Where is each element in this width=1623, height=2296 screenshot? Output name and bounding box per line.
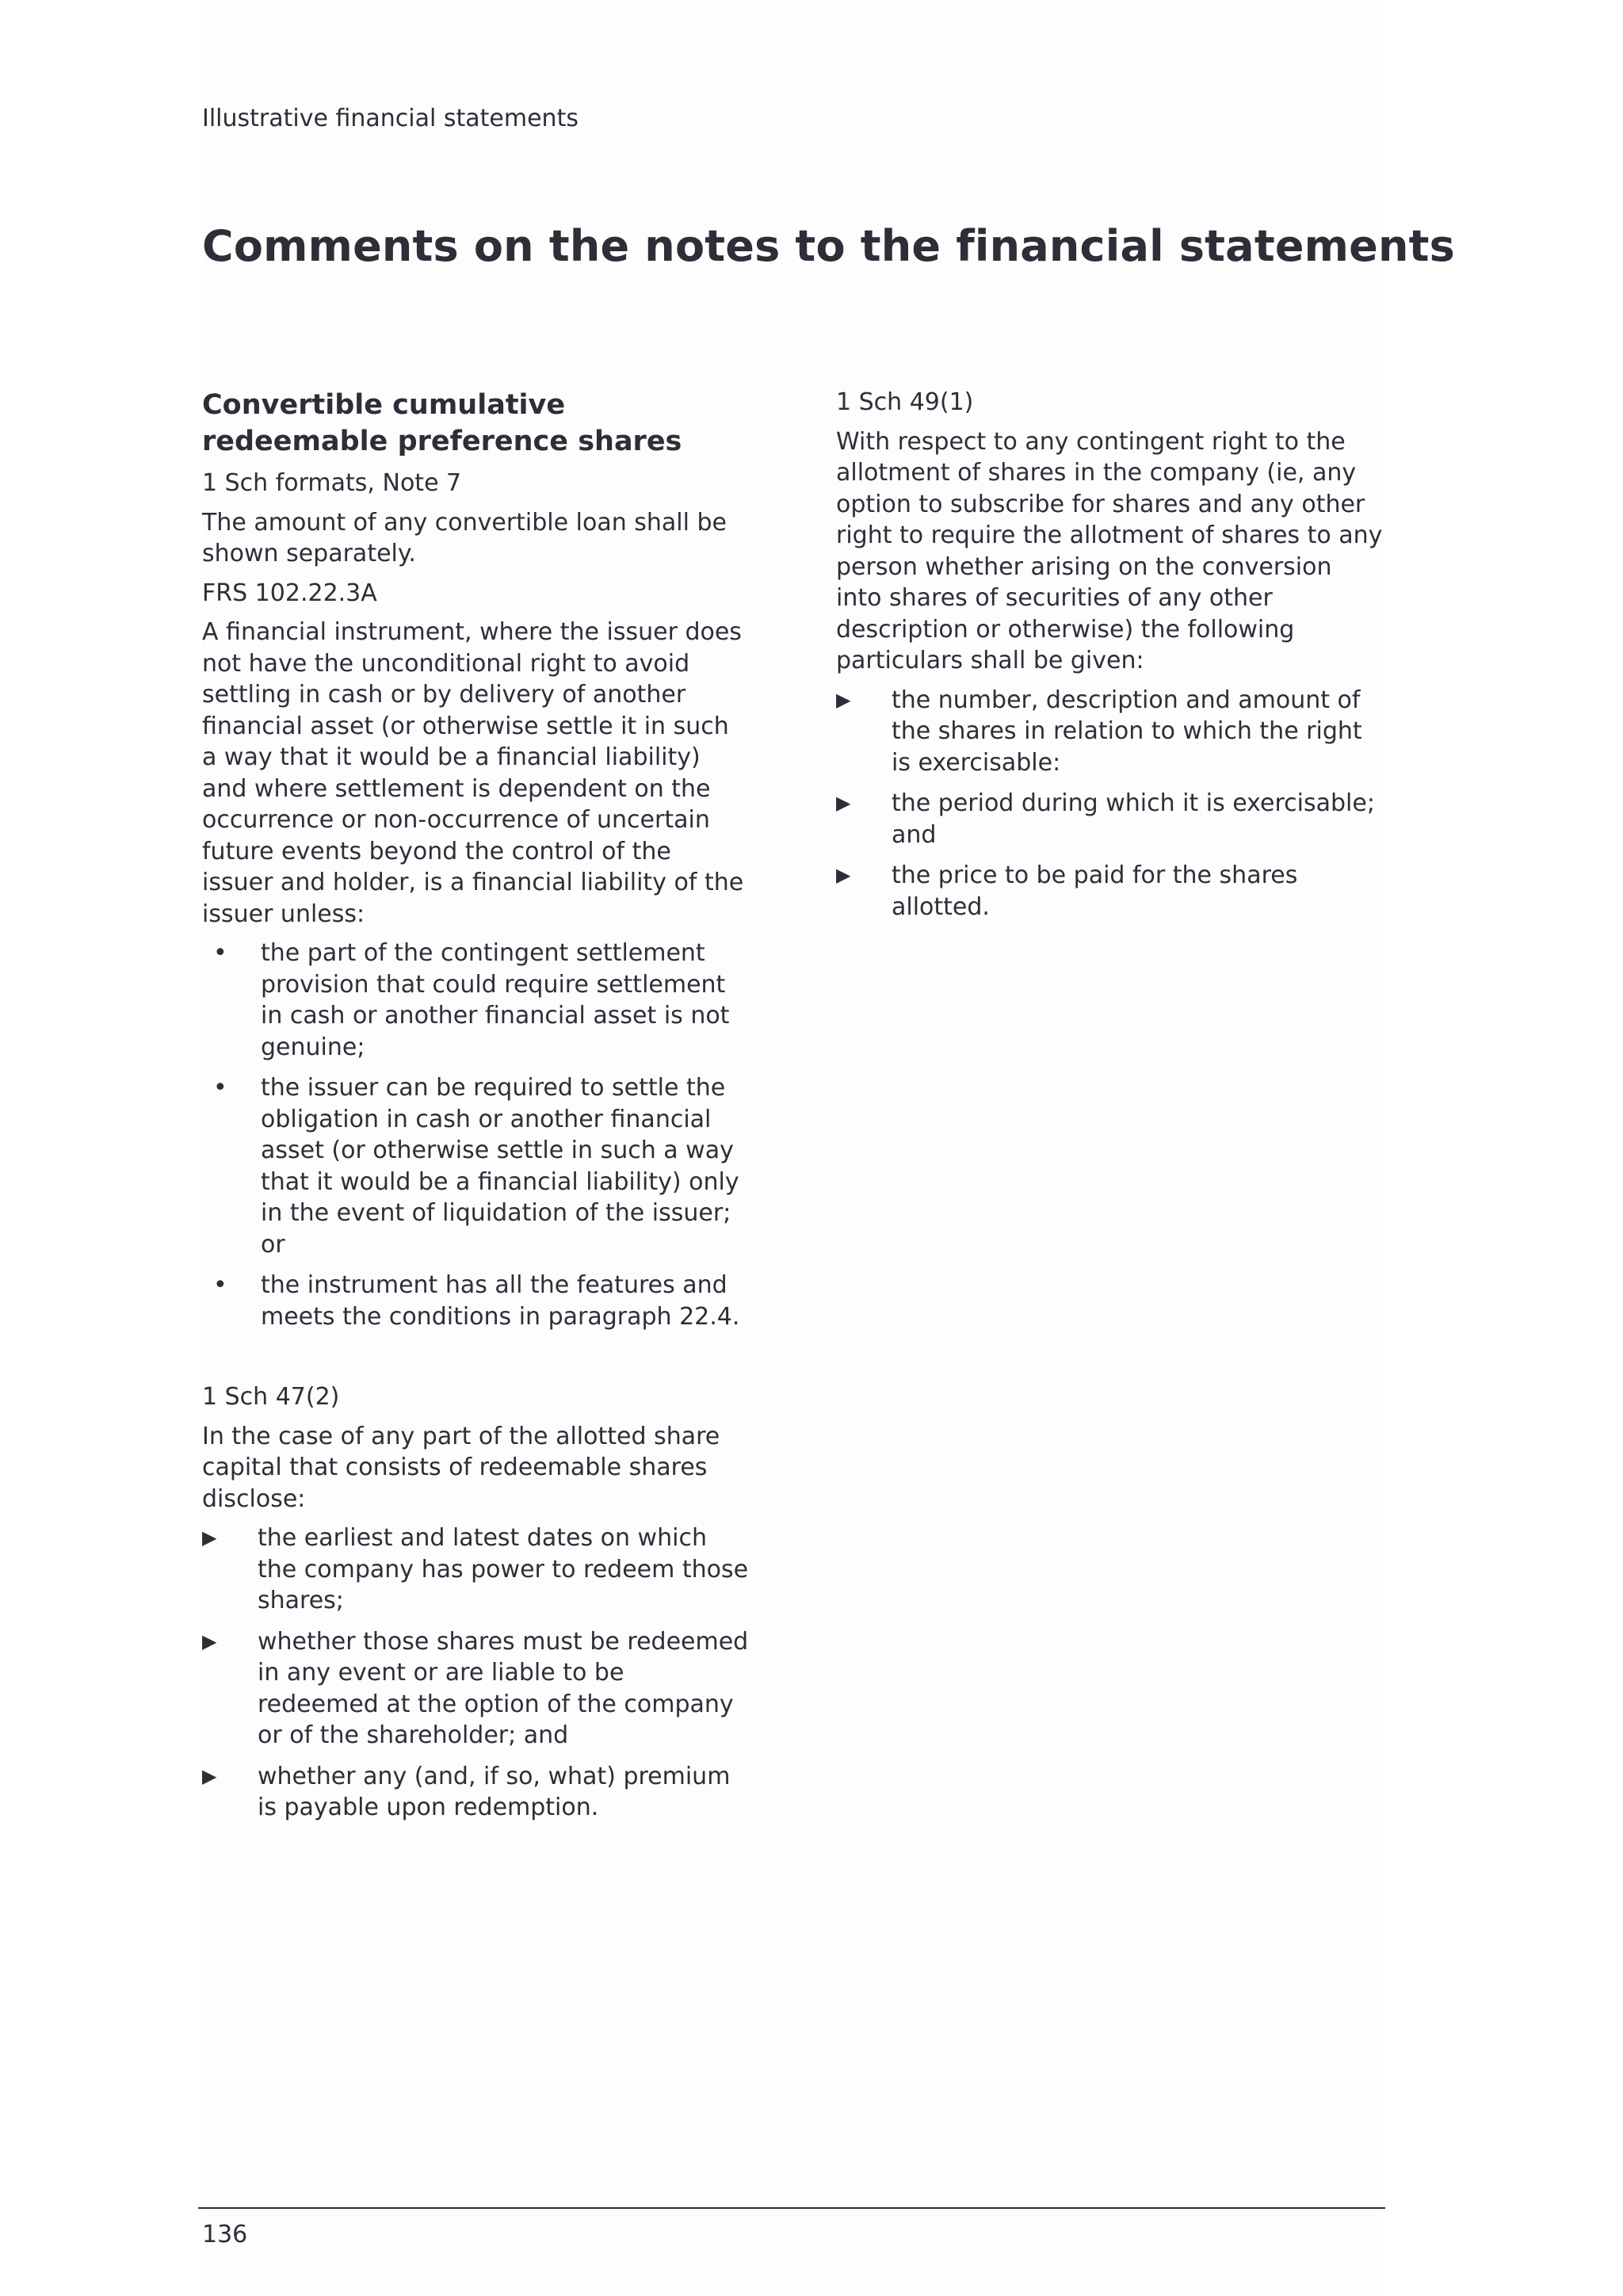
running-head: Illustrative financial statements [202,105,579,132]
list-item-text: the price to be paid for the shares allotted. [892,861,1298,921]
list-item [202,1522,749,1617]
section-heading: Convertible cumulative redeemable preference shares [202,389,682,457]
paragraph: The amount of any convertible loan shall be shown separately. [202,508,727,567]
triangle-bullet-icon: ▶ [202,1629,217,1652]
triangle-bullet-icon: ▶ [836,792,851,814]
reference-label: 1 Sch 49(1) [836,388,974,416]
list-item-text: the number, description and amount of the shares in relation to which the right is exercisable: [892,686,1362,777]
reference-label: FRS 102.22.3A [202,579,377,607]
right-column [836,387,1383,932]
list-item [202,1072,749,1260]
page-number: 136 [202,2221,248,2248]
list-item-text: the period during which it is exercisable; and [892,789,1375,849]
reference-label: 1 Sch 47(2) [202,1383,340,1411]
footer-rule [198,2207,1385,2209]
list-item-text: whether any (and, if so, what) premium is payable upon redemption. [258,1762,731,1821]
list-item [202,1270,749,1332]
triangle-list [836,685,1383,923]
bullet-dot-icon: • [213,1271,227,1299]
list-item [836,860,1383,923]
page-title: Comments on the notes to the financial statements [202,221,1455,271]
reference-label: 1 Sch formats, Note 7 [202,469,462,497]
triangle-bullet-icon: ▶ [836,688,851,711]
list-item [836,788,1383,850]
triangle-bullet-icon: ▶ [836,864,851,886]
bullet-list [202,938,749,1332]
list-item-text: the issuer can be required to settle the obligation in cash or another financial asset (or otherwise settle in such a way that it would be a financial liability) only in the event of liquidation of the issuer; or [261,1074,739,1259]
list-item-text: whether those shares must be redeemed in any event or are liable to be redeemed at the option of the company or of the shareholder; and [258,1627,749,1749]
paragraph: A financial instrument, where the issuer does not have the unconditional right to avoid settling in cash or by delivery of another financial asset (or otherwise settle it in such a way that it would be a financial liability) and where settlement is dependent on the occurrence or non-occurrence of uncertain future events beyond the control of the issuer and holder, is a financial liability of the issuer unless: [202,618,744,928]
paragraph: With respect to any contingent right to the allotment of shares in the company (ie, any option to subscribe for shares and any other right to require the allotment of shares to any person whether arising on the conversion into shares of securities of any other description or otherwise) the following particulars shall be given: [836,427,1383,674]
bullet-dot-icon: • [213,1074,227,1102]
left-column [202,387,749,1833]
list-item [836,685,1383,779]
spacer [202,1342,749,1381]
list-item-text: the part of the contingent settlement provision that could require settlement in cash or another financial asset is not genuine; [261,939,730,1061]
list-item [202,1761,749,1824]
list-item [202,938,749,1063]
paragraph: In the case of any part of the allotted share capital that consists of redeemable shares disclose: [202,1422,720,1513]
triangle-list [202,1522,749,1824]
triangle-bullet-icon: ▶ [202,1764,217,1787]
bullet-dot-icon: • [213,939,227,967]
triangle-bullet-icon: ▶ [202,1526,217,1549]
list-item [202,1626,749,1752]
list-item-text: the instrument has all the features and meets the conditions in paragraph 22.4. [261,1271,740,1331]
list-item-text: the earliest and latest dates on which the company has power to redeem those shares; [258,1524,749,1614]
